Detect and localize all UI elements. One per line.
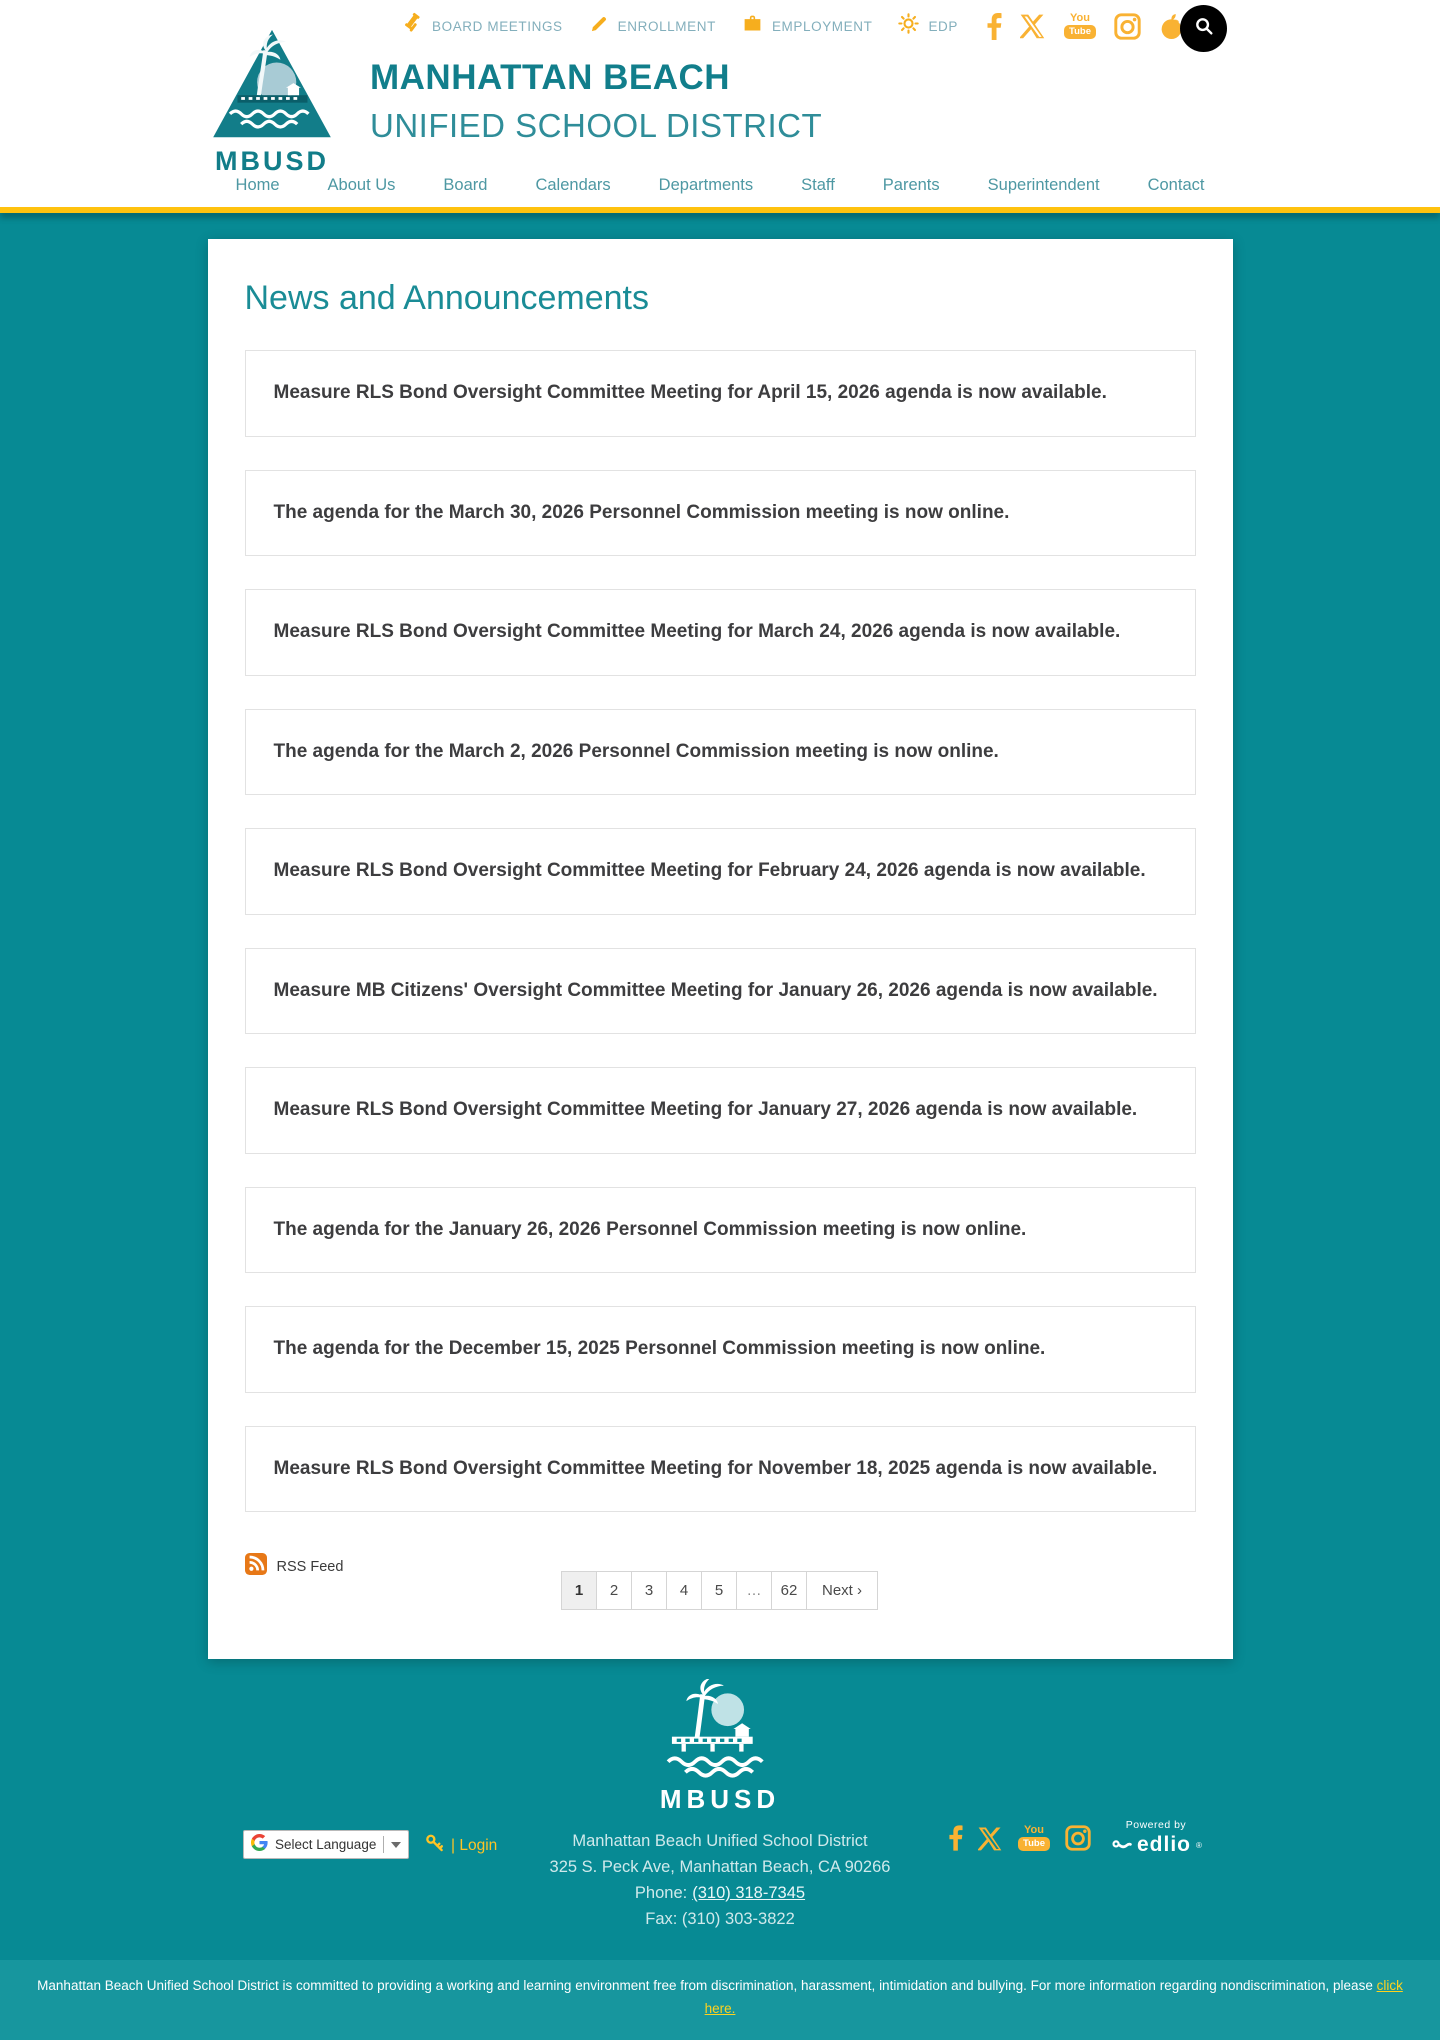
rss-icon	[245, 1553, 267, 1580]
footer-phone-link[interactable]: (310) 318-7345	[692, 1884, 806, 1903]
utility-link-label: BOARD MEETINGS	[432, 18, 563, 34]
nav-item-calendars[interactable]: Calendars	[535, 176, 611, 194]
click-here-link[interactable]: click here.	[704, 1978, 1403, 2017]
news-item[interactable]: The agenda for the March 2, 2026 Personnel Commission meeting is now online.	[245, 709, 1196, 796]
site-title-line1: MANHATTAN BEACH	[370, 58, 731, 97]
footer-social-icons	[948, 1825, 1091, 1851]
list-footer	[245, 1545, 1196, 1617]
utility-link-label: EDP	[928, 18, 959, 34]
header-social-icons	[986, 13, 1184, 40]
site-header	[0, 0, 1440, 207]
pagination-page-62[interactable]: 62	[771, 1571, 807, 1610]
utility-link-employment[interactable]	[742, 13, 873, 39]
nondiscrimination-text: Manhattan Beach Unified School District is committed to providing a working and learning environment free from discrimination, harassment, intimidation and bullying. For more information regarding nondiscrimination, please	[37, 1978, 1377, 1994]
utility-link-edp[interactable]	[898, 13, 958, 39]
pagination-next-button[interactable]: Next ›	[806, 1571, 878, 1610]
news-item[interactable]: The agenda for the January 26, 2026 Personnel Commission meeting is now online.	[245, 1187, 1196, 1274]
logo-text: MBUSD	[215, 146, 329, 176]
news-item[interactable]: Measure MB Citizens' Oversight Committee Meeting for January 26, 2026 agenda is now available.	[245, 948, 1196, 1035]
footer-address-block	[0, 1828, 1440, 1932]
nav-item-contact[interactable]: Contact	[1147, 176, 1205, 194]
pagination-page-5[interactable]: 5	[701, 1571, 737, 1610]
pagination	[245, 1545, 1196, 1610]
content-card	[208, 239, 1233, 1659]
footer-org-name: Manhattan Beach Unified School District	[572, 1832, 868, 1850]
pencil-icon	[589, 14, 609, 39]
footer-logo-text: MBUSD	[659, 1784, 781, 1814]
facebook-icon[interactable]	[948, 1825, 963, 1851]
mbusd-triangle-logo-icon	[211, 127, 333, 144]
news-item[interactable]: The agenda for the December 15, 2025 Personnel Commission meeting is now online.	[245, 1306, 1196, 1393]
edlio-branding[interactable]	[1110, 1819, 1202, 1857]
rss-feed-link[interactable]	[245, 1553, 344, 1580]
gavel-icon	[402, 13, 423, 39]
instagram-icon[interactable]	[1114, 13, 1141, 40]
nondiscrimination-bar	[0, 1960, 1440, 2040]
page-body	[0, 213, 1440, 1667]
nav-item-board[interactable]: Board	[443, 176, 488, 194]
site-footer	[0, 1667, 1440, 1932]
rss-label: RSS Feed	[276, 1558, 344, 1575]
pagination-page-3[interactable]: 3	[631, 1571, 667, 1610]
youtube-icon[interactable]: You Tube	[1018, 1825, 1050, 1851]
news-item[interactable]: Measure RLS Bond Oversight Committee Meeting for April 15, 2026 agenda is now available.	[245, 350, 1196, 437]
news-item[interactable]: Measure RLS Bond Oversight Committee Meeting for March 24, 2026 agenda is now available.	[245, 589, 1196, 676]
facebook-icon[interactable]	[986, 13, 1002, 40]
pagination-ellipsis: …	[736, 1571, 772, 1610]
chevron-down-icon	[391, 1842, 401, 1848]
edlio-key-icon	[1110, 1834, 1132, 1857]
footer-phone-label: Phone:	[634, 1884, 688, 1903]
key-icon	[425, 1833, 445, 1858]
utility-nav	[402, 0, 1184, 52]
briefcase-icon	[742, 13, 763, 39]
translate-separator	[383, 1836, 384, 1853]
login-label: | Login	[451, 1836, 498, 1854]
language-select-label: Select Language	[275, 1837, 377, 1852]
utility-link-label: EMPLOYMENT	[771, 18, 873, 34]
footer-street-address: 325 S. Peck Ave, Manhattan Beach, CA 90266	[549, 1858, 891, 1877]
news-item[interactable]: Measure RLS Bond Oversight Committee Meeting for January 27, 2026 agenda is now available.	[245, 1067, 1196, 1154]
x-twitter-icon[interactable]	[978, 1827, 1003, 1851]
powered-by-label: Powered by	[1125, 1819, 1187, 1831]
utility-link-board-meetings[interactable]	[402, 13, 563, 39]
nav-item-departments[interactable]: Departments	[658, 176, 754, 194]
mbusd-footer-logo-icon	[641, 1766, 799, 1783]
search-button[interactable]	[1180, 5, 1227, 52]
nav-item-parents[interactable]: Parents	[882, 176, 940, 194]
nav-item-staff[interactable]: Staff	[801, 176, 835, 194]
site-title-line2: UNIFIED SCHOOL DISTRICT	[370, 107, 823, 144]
site-title	[370, 58, 822, 145]
news-item[interactable]: Measure RLS Bond Oversight Committee Meeting for November 18, 2025 agenda is now available.	[245, 1426, 1196, 1513]
news-item[interactable]: The agenda for the March 30, 2026 Personnel Commission meeting is now online.	[245, 470, 1196, 557]
pagination-page-1[interactable]: 1	[561, 1571, 597, 1610]
footer-fax-line: Fax: (310) 303-3822	[645, 1910, 795, 1929]
edlio-registered-mark: ®	[1196, 1840, 1202, 1850]
google-icon	[251, 1834, 268, 1856]
utility-link-enrollment[interactable]	[589, 14, 716, 39]
nav-item-about-us[interactable]: About Us	[327, 176, 396, 194]
language-select-dropdown[interactable]	[243, 1830, 409, 1859]
edlio-logo-text: edlio	[1137, 1833, 1192, 1856]
sun-icon	[898, 13, 919, 39]
page-title: News and Announcements	[244, 279, 649, 317]
main-nav	[0, 170, 1440, 201]
utility-link-label: ENROLLMENT	[617, 18, 716, 34]
pagination-page-2[interactable]: 2	[596, 1571, 632, 1610]
x-twitter-icon[interactable]	[1020, 14, 1046, 39]
news-item[interactable]: Measure RLS Bond Oversight Committee Meeting for February 24, 2026 agenda is now available.	[245, 828, 1196, 915]
footer-logo[interactable]	[641, 1679, 799, 1815]
instagram-icon[interactable]	[1065, 1825, 1091, 1851]
nav-item-superintendent[interactable]: Superintendent	[987, 176, 1100, 194]
footer-phone-line	[0, 1880, 1440, 1906]
search-icon	[1193, 15, 1215, 42]
login-link[interactable]	[425, 1833, 497, 1858]
pagination-page-4[interactable]: 4	[666, 1571, 702, 1610]
accent-bar	[0, 207, 1440, 213]
nav-item-home[interactable]: Home	[235, 176, 280, 194]
youtube-icon[interactable]: You Tube	[1064, 13, 1096, 39]
district-logo[interactable]	[210, 28, 334, 177]
